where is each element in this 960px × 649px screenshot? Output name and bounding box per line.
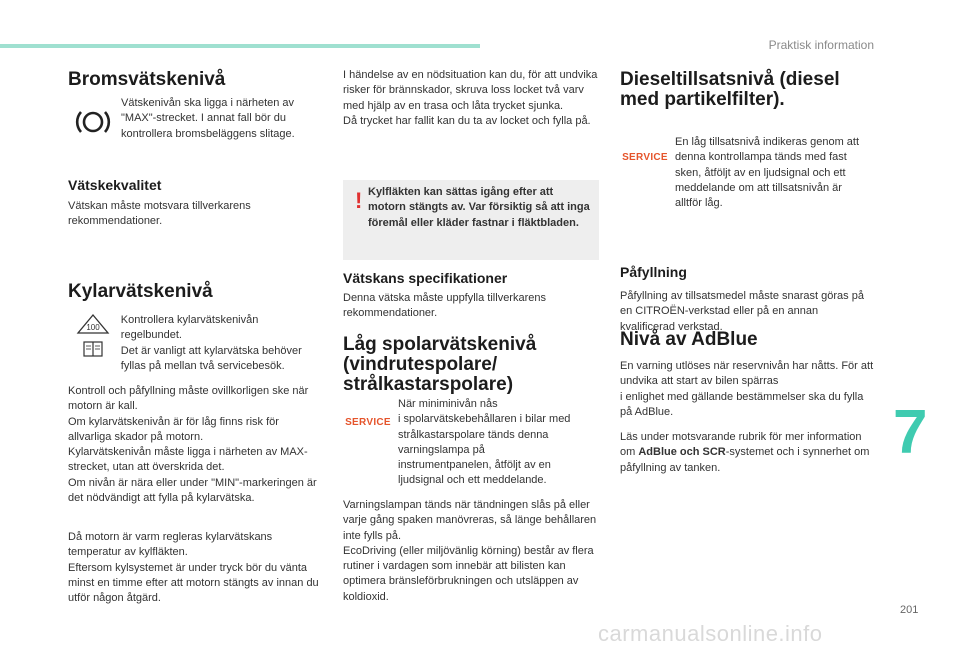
fluid-quality-heading: Vätskekvalitet [68,177,162,193]
washer-para: Varningslampan tänds när tändningen slås på eller varje gång spaken manövreras, så länge behållaren inte fylls på. EcoDriving (eller miljövänlig körning) består av flera rutiner i vardagen som innebär att bilisten kan optimera bränsleförbrukningen och utsläppen av koldioxid. [343,499,597,603]
diesel-additive-block [620,135,878,211]
fluid-quality-text: Vätskan måste motsvara tillverkarens rekommendationer. [68,200,251,228]
watermark: carmanualsonline.info [598,621,823,646]
washer-block [343,397,600,489]
section-label: Praktisk information [768,38,874,52]
brake-fluid-block [68,96,320,142]
warning-exclamation-icon: ! [355,188,363,213]
brake-fluid-heading: Bromsvätskenivå [68,69,226,90]
coolant-heading: Kylarvätskenivå [68,281,213,302]
refill-text: Påfyllning av tillsatsmedel måste snarast göras på en CITROËN-verkstad eller på en annan kvalificerad verkstad. [620,290,864,333]
coolant-icon-group [68,313,118,357]
fan-warning-box [343,180,599,260]
brake-warning-icon [68,108,118,136]
svg-text:100: 100 [86,323,100,332]
fan-warning-text: Kylfläkten kan sättas igång efter att motorn stängts av. Var försiktig så att inga föremål eller kläder fastnar i fläktbladen. [368,186,590,229]
coolant-para-1: Kontroll och påfyllning måste ovillkorligen ske när motorn är kall. Om kylarvätskenivån är för låg finns risk för allvarliga skador på motorn. Kylarvätskenivån måste ligga i närheten av MAX-strecket, utan att överskrida det. Om nivån är nära eller under "MIN"-markeringen är det nödvändigt att fylla på kylarvätska. [68,385,317,505]
coolant-block [68,313,320,374]
washer-heading: Låg spolarvätskenivå (vindrutespolare/ strålkastarspolare) [343,334,537,395]
header-accent-bar [0,44,480,48]
adblue-scr-emphasis: AdBlue och SCR [638,446,726,459]
chapter-number: 7 [893,398,928,467]
adblue-para-2: Läs under motsvarande rubrik för mer information om AdBlue och SCR-systemet och i synnerhet om påfyllning av tanken. [620,431,870,474]
diesel-additive-text: En låg tillsatsnivå indikeras genom att denna kontrollampa tänds med fast sken, åtföljt av en ljudsignal och ett meddelande om att tillsatsnivån är alltför låg. [675,136,860,210]
service-warning-icon: SERVICE [345,417,391,428]
washer-icon-text: När miniminivån nås i spolarvätskebehållaren i bilar med strålkastarspolare tänds denna varningslampa på instrumentpanelen, åtföljt av en ljudsignal och ett meddelande. [398,398,571,487]
fluid-spec-text: Denna vätska måste uppfylla tillverkarens rekommendationer. [343,292,546,320]
coolant-icon-text: Kontrollera kylarvätskenivån regelbundet. Det är vanligt att kylarvätska behöver fyllas på mellan två servicebesök. [120,314,302,372]
diesel-additive-heading: Dieseltillsatsnivå (diesel med partikelfilter). [620,69,840,110]
fluid-spec-heading: Vätskans specifikationer [343,270,508,286]
manual-book-icon [83,341,103,357]
emergency-text: I händelse av en nödsituation kan du, för att undvika risker för brännskador, skruva loss locket två varv med hjälp av en trasa och låta trycket sjunka. Då trycket har fallit kan du ta av locket och fylla på. [343,69,598,127]
page-number: 201 [900,604,919,616]
adblue-para-1: En varning utlöses när reservnivån har nåtts. För att undvika att start av bilen spärras i enlighet med gällande bestämmelser ska du fylla på AdBlue. [620,360,874,418]
brake-fluid-text: Vätskenivån ska ligga i närheten av "MAX"-strecket. I annat fall bör du kontrollera bromsbeläggens slitage. [121,97,295,140]
adblue-heading: Nivå av AdBlue [620,329,758,350]
refill-heading: Påfyllning [620,264,687,280]
coolant-para-2: Då motorn är varm regleras kylarvätskans temperatur av kylfläkten. Eftersom kylsystemet är under tryck bör du vänta minst en timme efter att motorn stängts av innan du utför någon åtgärd. [68,531,319,605]
service-warning-icon: SERVICE [622,152,668,163]
hot-coolant-warning-icon [76,313,110,335]
